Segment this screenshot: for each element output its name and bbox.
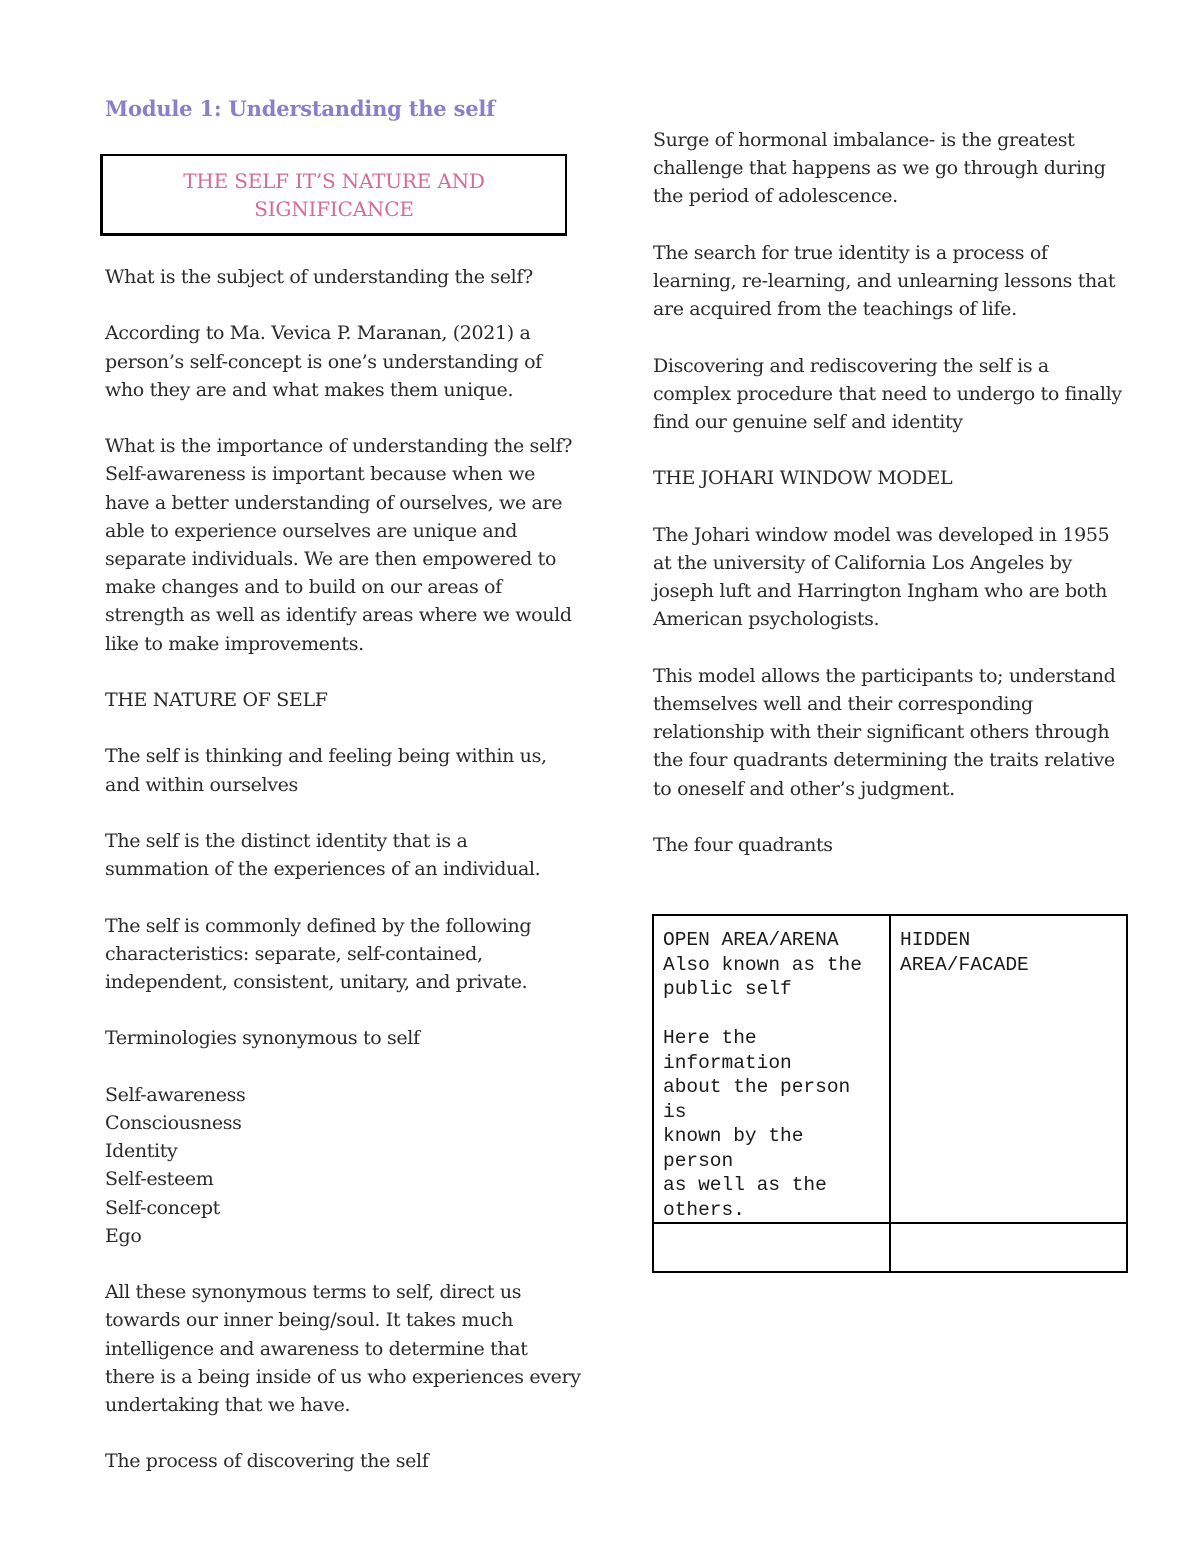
- open-area-subtitle: Also known as the public self: [663, 953, 862, 1000]
- johari-heading: THE JOHARI WINDOW MODEL: [653, 467, 953, 490]
- heading-nature-of-self: THE NATURE OF SELF: [105, 689, 328, 711]
- hidden-area-title: HIDDEN AREA/FACADE: [900, 929, 1029, 976]
- bottom-right-cell: [890, 1223, 1127, 1272]
- left-column: [105, 263, 590, 1476]
- answer-self-concept: According to Ma. Vevica P. Maranan, (2021) a person’s self-concept is one’s understanding of who they are and what makes them unique.: [105, 322, 542, 401]
- importance-paragraph: What is the importance of understanding the self? Self-awareness is important because when we have a better understanding of ourselves, we are able to experience ourselves are unique and separate individuals. We are then empowered to make changes and to build on our areas of strength as well as identify areas where we would like to make improvements.: [105, 435, 573, 655]
- list-item: Ego: [105, 1224, 142, 1247]
- list-item: Self-esteem: [105, 1168, 214, 1191]
- table-row: [653, 915, 1127, 1223]
- list-item: Identity: [105, 1140, 178, 1163]
- synonyms-summary: All these synonymous terms to self, direct us towards our inner being/soul. It takes much intelligence and awareness to determine that there is a being inside of us who experiences every undertaking that we have.: [105, 1281, 581, 1416]
- open-area-cell: [653, 915, 890, 1223]
- johari-window-table: [652, 914, 1128, 1273]
- johari-history-paragraph: The Johari window model was developed in 1955 at the university of California Los Angeles by joseph luft and Harrington Ingham who are both American psychologists.: [653, 523, 1110, 631]
- table-row: [653, 1223, 1127, 1272]
- module-title: Module 1: Understanding the self: [105, 96, 495, 121]
- nature-paragraph-1: The self is thinking and feeling being within us, and within ourselves: [105, 745, 547, 796]
- list-item: Consciousness: [105, 1111, 242, 1134]
- johari-purpose-paragraph: This model allows the participants to; understand themselves well and their corresponding relationship with their significant others through the four quadrants determining the traits relative to oneself and other’s judgment.: [653, 664, 1116, 800]
- hidden-area-cell: [890, 915, 1127, 1223]
- discovering-paragraph: Discovering and rediscovering the self is a complex procedure that need to undergo to finally find our genuine self and identity: [653, 354, 1122, 433]
- right-column: [653, 126, 1143, 859]
- identity-search-paragraph: The search for true identity is a process of learning, re-learning, and unlearning lessons that are acquired from the teachings of life.: [653, 241, 1116, 321]
- list-item: Self-concept: [105, 1196, 220, 1219]
- process-heading: The process of discovering the self: [105, 1450, 429, 1473]
- hormonal-paragraph: Surge of hormonal imbalance- is the greatest challenge that happens as we go through during the period of adolescence.: [653, 129, 1106, 208]
- list-item: Self-awareness: [105, 1083, 246, 1106]
- synonyms-heading: Terminologies synonymous to self: [105, 1027, 420, 1050]
- title-box: [100, 154, 567, 236]
- open-area-description: Here the information about the person is known by the person as well as the others.: [663, 1027, 851, 1221]
- synonyms-list: [105, 1081, 590, 1250]
- open-area-title: OPEN AREA/ARENA: [663, 929, 839, 951]
- quadrants-heading: The four quadrants: [653, 833, 833, 856]
- nature-paragraph-3: The self is commonly defined by the following characteristics: separate, self-contained, independent, consistent, unitary, and private.: [105, 914, 532, 993]
- title-box-text: THE SELF IT’S NATURE AND SIGNIFICANCE: [183, 168, 485, 221]
- question-subject: What is the subject of understanding the self?: [105, 266, 533, 288]
- bottom-left-cell: [653, 1223, 890, 1272]
- nature-paragraph-2: The self is the distinct identity that is a summation of the experiences of an individual.: [105, 829, 541, 881]
